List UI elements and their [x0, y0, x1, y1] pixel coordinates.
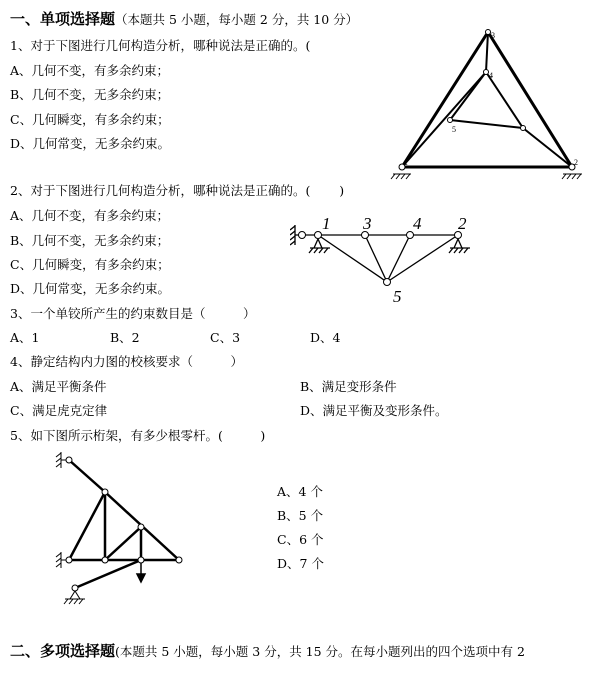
section-1-title: 一、单项选择题: [10, 10, 116, 28]
question-5-option-c[interactable]: C、6 个: [277, 532, 324, 547]
question-2-option-d[interactable]: D、几何常变，无多余约束。: [10, 281, 171, 296]
question-2-option-b[interactable]: B、几何不变，无多余约束；: [10, 233, 170, 248]
section-1-header: [10, 8, 358, 29]
question-4-option-a[interactable]: A、满足平衡条件: [10, 379, 107, 394]
question-5-stem: 5、如下图所示桁架，有多少根零杆。( ): [10, 428, 266, 443]
section-1-note: （本题共 5 小题，每小题 2 分，共 10 分）: [115, 12, 359, 27]
question-3-option-a[interactable]: A、1: [10, 330, 40, 345]
question-5-option-a[interactable]: A、4 个: [277, 484, 323, 499]
question-1-option-a[interactable]: A、几何不变，有多余约束；: [10, 63, 170, 78]
question-3-option-b[interactable]: B、2: [110, 330, 140, 345]
question-4-stem: 4、静定结构内力图的校核要求（ ）: [10, 354, 243, 369]
fig2-label-2: 2: [458, 214, 467, 233]
question-3-option-d[interactable]: D、4: [310, 330, 341, 345]
question-4-option-c[interactable]: C、满足虎克定律: [10, 403, 108, 418]
fig1-label-2: 2: [574, 158, 578, 167]
figure-2-hinged-beam: [290, 212, 490, 304]
question-2-stem: 2、对于下图进行几何构造分析，哪种说法是正确的。( ): [10, 183, 345, 198]
fig2-label-3: 3: [363, 214, 372, 233]
question-4-option-d[interactable]: D、满足平衡及变形条件。: [300, 403, 448, 418]
section-2-title: 二、多项选择题: [10, 642, 116, 660]
section-2-note: (本题共 5 小题，每小题 3 分，共 15 分。在每小题列出的四个选项中有 2: [115, 644, 525, 659]
fig2-label-5: 5: [393, 287, 402, 304]
question-1-stem: 1、对于下图进行几何构造分析，哪种说法是正确的。(: [10, 38, 311, 53]
fig1-label-4: 4: [489, 71, 493, 80]
question-1-option-d[interactable]: D、几何常变，无多余约束。: [10, 136, 171, 151]
fig1-label-1: 1: [404, 158, 408, 167]
question-2-option-c[interactable]: C、几何瞬变，有多余约束；: [10, 257, 170, 272]
question-3-option-c[interactable]: C、3: [210, 330, 241, 345]
question-1-option-c[interactable]: C、几何瞬变，有多余约束；: [10, 112, 170, 127]
fig1-label-5: 5: [452, 125, 456, 134]
question-5-option-b[interactable]: B、5 个: [277, 508, 324, 523]
question-3-stem: 3、一个单铰所产生的约束数目是（ ）: [10, 306, 256, 321]
question-1-option-b[interactable]: B、几何不变，无多余约束；: [10, 87, 170, 102]
question-4-option-b[interactable]: B、满足变形条件: [300, 379, 397, 394]
section-2-header: [10, 640, 525, 661]
question-2-option-a[interactable]: A、几何不变，有多余约束；: [10, 208, 170, 223]
fig2-label-1: 1: [322, 214, 331, 233]
figure-1-triangle-truss: [390, 20, 595, 180]
fig2-label-4: 4: [413, 214, 422, 233]
fig1-label-3: 3: [491, 31, 495, 40]
figure-3-truss: [55, 448, 190, 606]
question-5-option-d[interactable]: D、7 个: [277, 556, 324, 571]
